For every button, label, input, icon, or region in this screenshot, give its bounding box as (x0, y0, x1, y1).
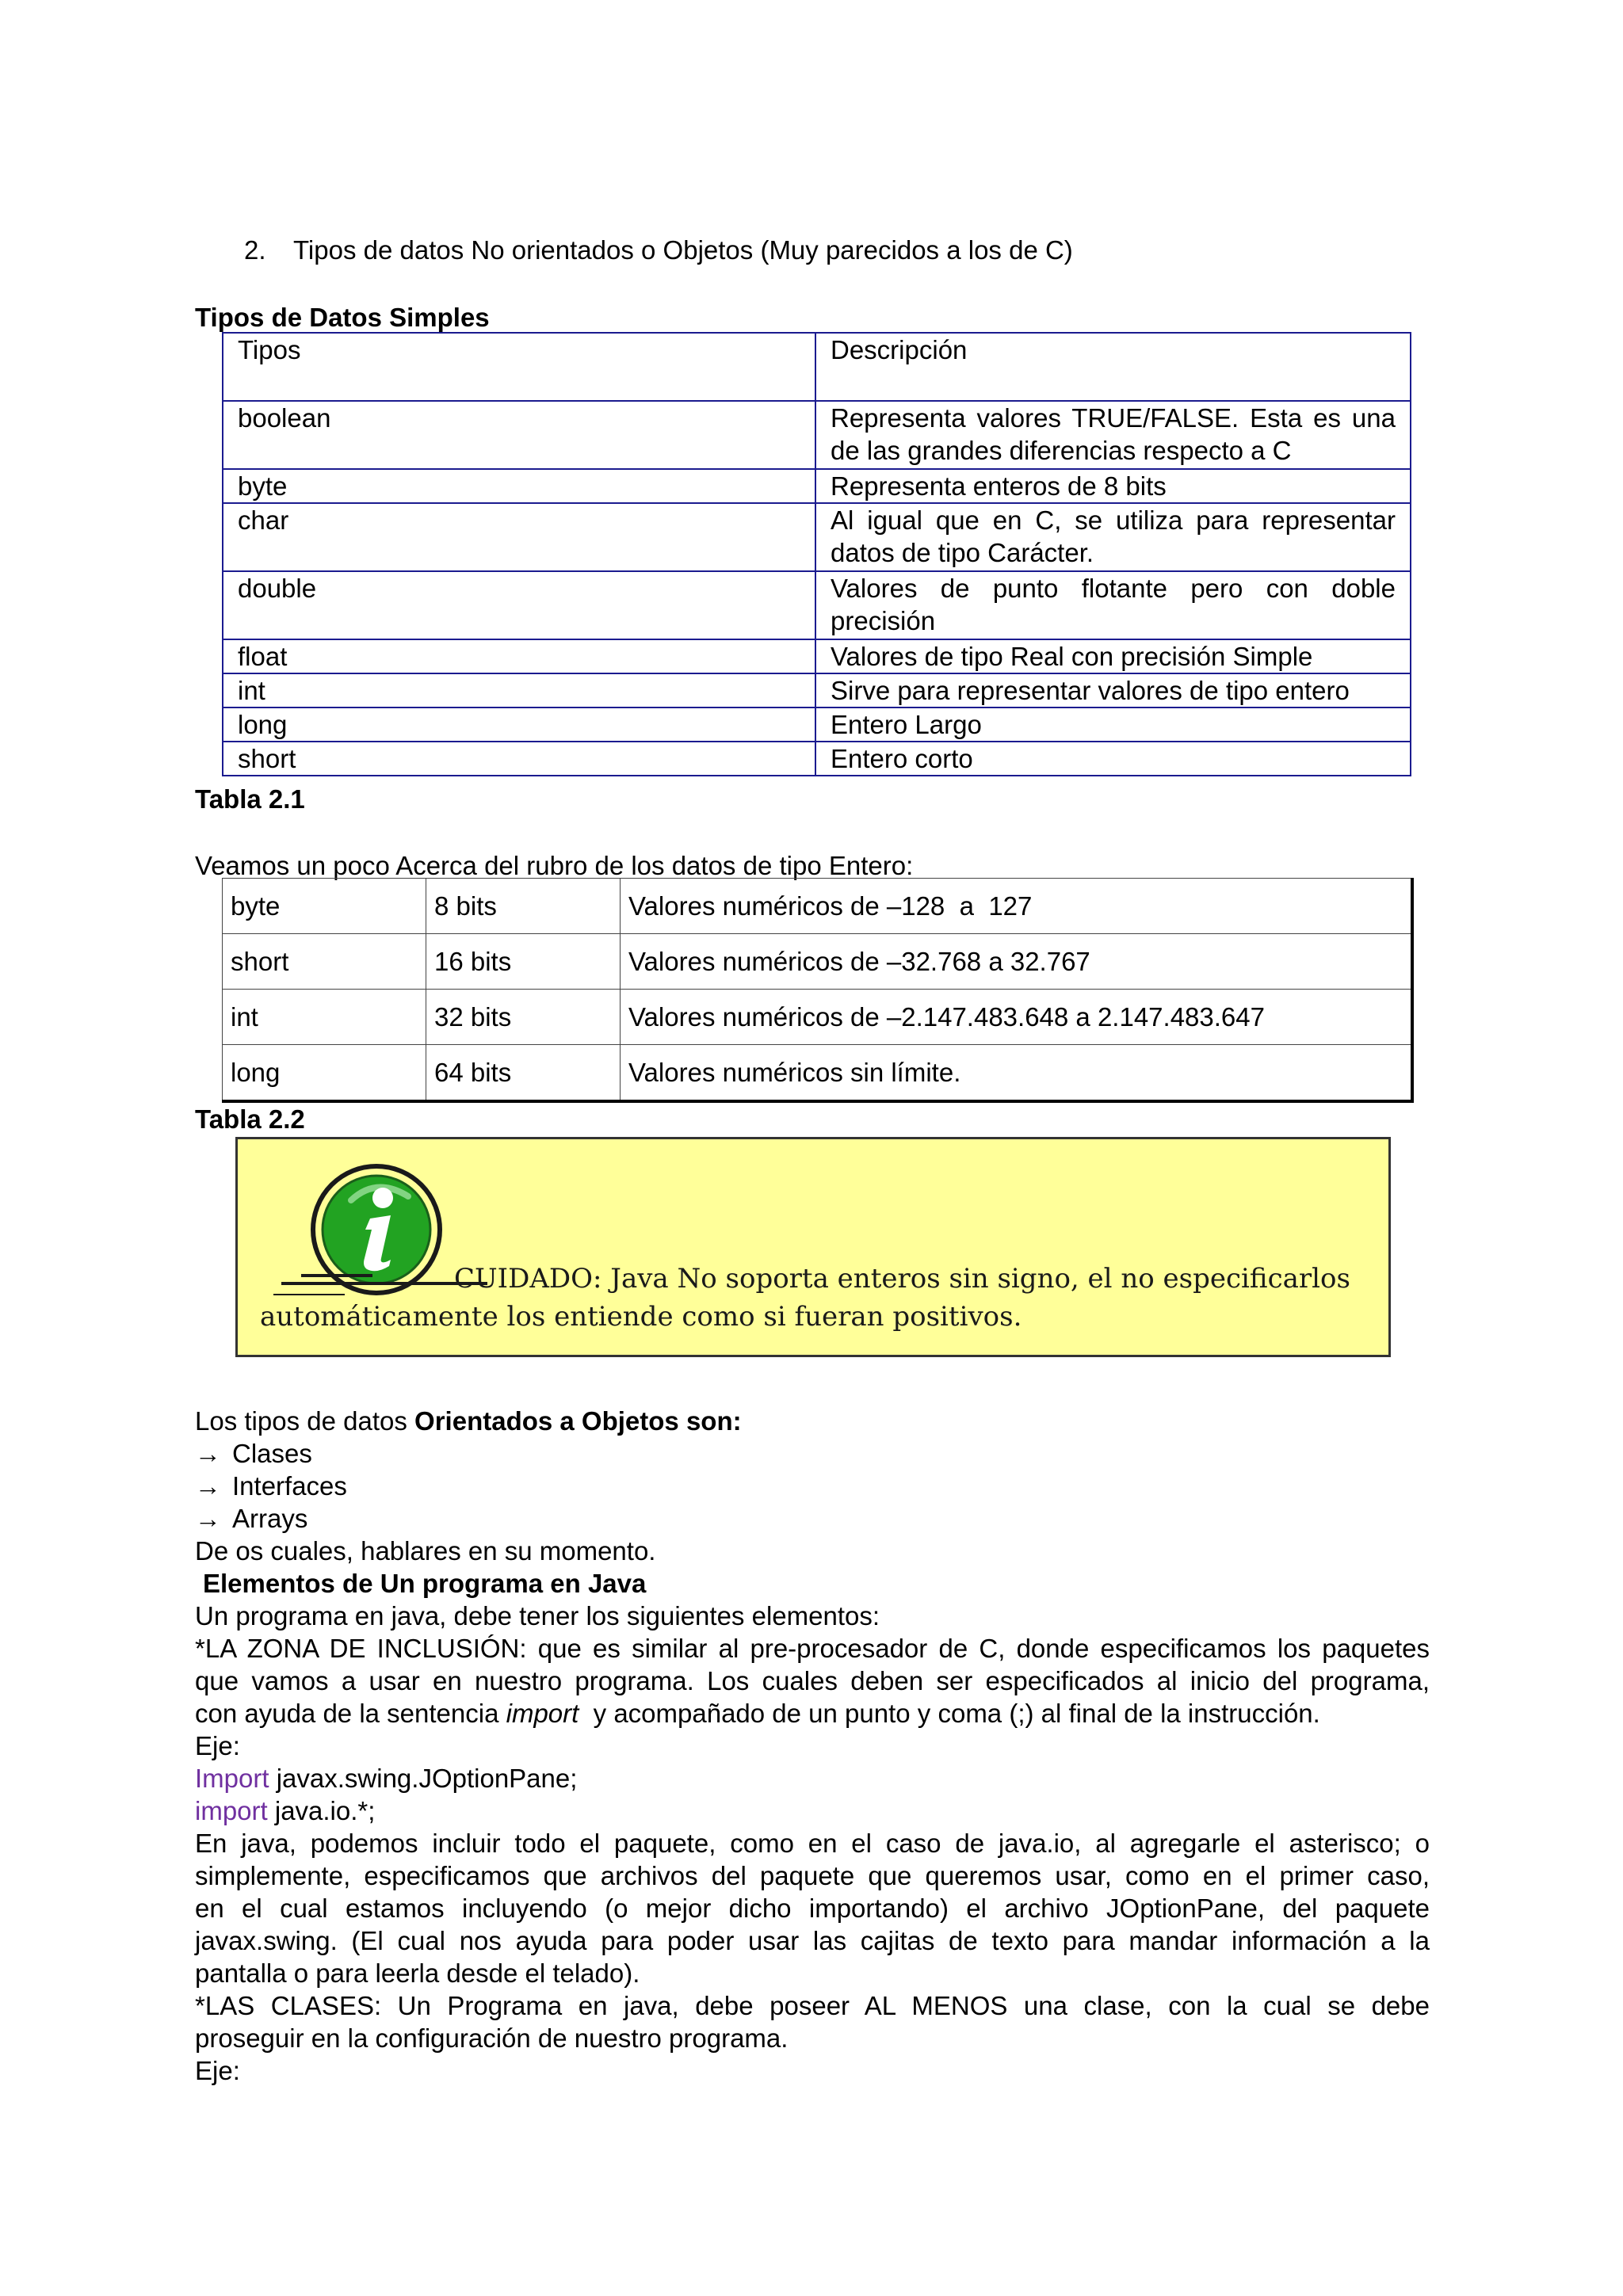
zona-line-3a: con ayuda de la sentencia (195, 1699, 506, 1728)
type-cell: byte (223, 879, 426, 934)
type-cell: long (223, 1045, 426, 1102)
type-cell: char (223, 503, 815, 571)
import-keyword: import (506, 1699, 579, 1728)
desc-cell: Valores de tipo Real con precisión Simple (815, 639, 1411, 673)
table1-title: Tipos de Datos Simples (195, 303, 490, 332)
range-cell: Valores numéricos de –32.768 a 32.767 (621, 934, 1413, 990)
table-row (223, 879, 1413, 934)
section-heading (244, 234, 1073, 266)
table-row (223, 673, 1411, 707)
list-item (195, 1437, 1430, 1470)
para-line-1: En java, podemos incluir todo el paquete, como en el caso de java.io, al agregarle el asterisco; o (195, 1829, 1430, 1858)
bits-cell: 64 bits (426, 1045, 621, 1102)
warning-line-2: automáticamente los entiende como si fueran positivos. (260, 1301, 1022, 1333)
para-line-2: simplemente, especificamos que archivos del paquete que queremos usar, como en el primer caso, (195, 1861, 1430, 1890)
table-row (223, 1045, 1413, 1102)
bits-cell: 32 bits (426, 990, 621, 1045)
para-line-3: en el cual estamos incluyendo (o mejor dicho importando) el archivo JOptionPane, del paquete (195, 1894, 1430, 1923)
oop-intro-prefix: Los tipos de datos (195, 1406, 415, 1436)
header-tipos: Tipos (223, 333, 815, 401)
clases-line-1: *LAS CLASES: Un Programa en java, debe poseer AL MENOS una clase, con la cual se debe (195, 1991, 1430, 2020)
heading-text: Tipos de datos No orientados o Objetos (Muy parecidos a los de C) (293, 235, 1073, 265)
type-cell: double (223, 571, 815, 639)
table2-caption: Tabla 2.2 (195, 1104, 305, 1134)
code-keyword: import (195, 1796, 268, 1825)
integer-types-table (222, 878, 1414, 1103)
elements-title: Elementos de Un programa en Java (203, 1569, 647, 1598)
table-row (223, 742, 1411, 776)
desc-cell: Al igual que en C, se utiliza para representar datos de tipo Carácter. (815, 503, 1411, 571)
warning-note (235, 1137, 1391, 1357)
desc-cell: Entero corto (815, 742, 1411, 776)
para-line-4: javax.swing. (El cual nos ayuda para poder usar las cajitas de texto para mandar información a la (195, 1926, 1430, 1955)
table-row (223, 934, 1413, 990)
clases-line-2: proseguir en la configuración de nuestro programa. (195, 2023, 789, 2053)
code-line-1 (195, 1762, 1430, 1794)
warning-line-1: CUIDADO: Java No soporta enteros sin signo, el no especificarlos (454, 1263, 1350, 1295)
zona-line-3b: y acompañado de un punto y coma (;) al final de la instrucción. (579, 1699, 1320, 1728)
type-cell: byte (223, 469, 815, 503)
item-label: Clases (232, 1439, 312, 1468)
item-label: Interfaces (232, 1471, 347, 1501)
code-line-2 (195, 1794, 1430, 1827)
oop-after: De os cuales, hablares en su momento. (195, 1536, 656, 1566)
code-rest: javax.swing.JOptionPane; (269, 1764, 578, 1793)
arrow-icon: → (195, 1439, 221, 1468)
range-cell: Valores numéricos de –2.147.483.648 a 2.147.483.647 (621, 990, 1413, 1045)
type-cell: int (223, 990, 426, 1045)
range-cell: Valores numéricos sin límite. (621, 1045, 1413, 1102)
table2-intro: Veamos un poco Acerca del rubro de los datos de tipo Entero: (195, 851, 914, 880)
type-cell: short (223, 742, 815, 776)
heading-number: 2. (244, 235, 266, 265)
list-item (195, 1470, 1430, 1502)
para-line-5: pantalla o para leerla desde el telado). (195, 1958, 640, 1988)
range-cell: Valores numéricos de –128 a 127 (621, 879, 1413, 934)
bits-cell: 16 bits (426, 934, 621, 990)
table-row (223, 707, 1411, 742)
list-item (195, 1502, 1430, 1535)
type-cell: long (223, 707, 815, 742)
table-row (223, 503, 1411, 571)
desc-cell: Sirve para representar valores de tipo entero (815, 673, 1411, 707)
zona-line-1: *LA ZONA DE INCLUSIÓN: que es similar al pre-procesador de C, donde especificamos los paquetes (195, 1634, 1430, 1663)
oop-intro (195, 1405, 1430, 1437)
desc-cell: Entero Largo (815, 707, 1411, 742)
simple-types-table (222, 332, 1411, 776)
table-row (223, 990, 1413, 1045)
header-descripcion: Descripción (815, 333, 1411, 401)
eje-label-1: Eje: (195, 1731, 240, 1760)
eje-label-2: Eje: (195, 2056, 240, 2085)
desc-cell: Representa enteros de 8 bits (815, 469, 1411, 503)
code-keyword: Import (195, 1764, 269, 1793)
type-cell: float (223, 639, 815, 673)
table1-caption: Tabla 2.1 (195, 784, 305, 814)
table-row (223, 639, 1411, 673)
warning-text (260, 1260, 1377, 1336)
zona-line-2: que vamos a usar en nuestro programa. Los cuales deben ser especificados al inicio del programa, (195, 1666, 1430, 1695)
table-row (223, 571, 1411, 639)
item-label: Arrays (232, 1504, 308, 1533)
oop-intro-bold: Orientados a Objetos son: (414, 1406, 742, 1436)
table-header-row (223, 333, 1411, 401)
arrow-icon: → (195, 1471, 221, 1501)
table-row (223, 401, 1411, 469)
arrow-icon: → (195, 1504, 221, 1533)
table-row (223, 469, 1411, 503)
desc-cell: Representa valores TRUE/FALSE. Esta es una de las grandes diferencias respecto a C (815, 401, 1411, 469)
oop-section (195, 1405, 1430, 2087)
type-cell: short (223, 934, 426, 990)
type-cell: int (223, 673, 815, 707)
elements-intro: Un programa en java, debe tener los siguientes elementos: (195, 1601, 880, 1630)
code-rest: java.io.*; (267, 1796, 376, 1825)
type-cell: boolean (223, 401, 815, 469)
bits-cell: 8 bits (426, 879, 621, 934)
zona-line-3 (195, 1697, 1430, 1730)
desc-cell: Valores de punto flotante pero con doble precisión (815, 571, 1411, 639)
